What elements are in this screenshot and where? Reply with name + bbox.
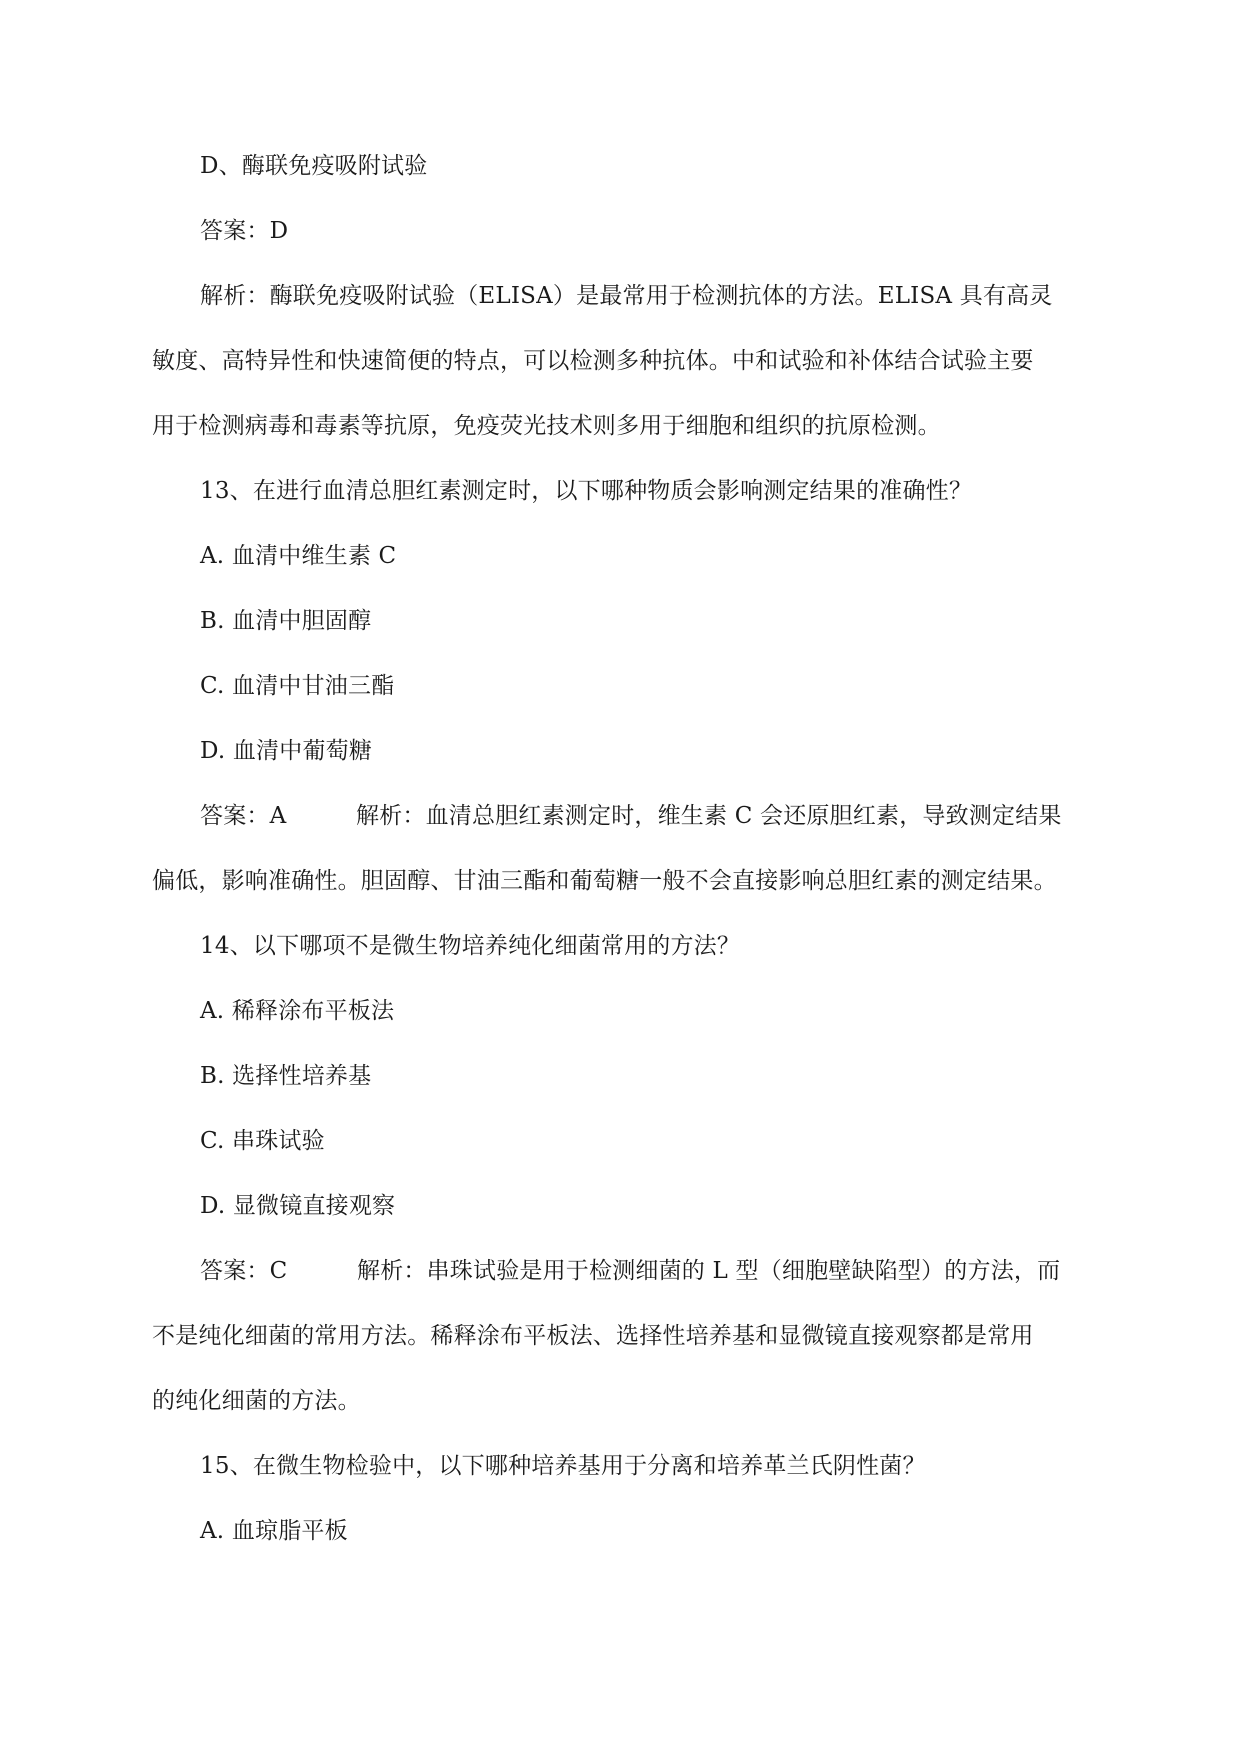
q14-option-a: A. 稀释涂布平板法 bbox=[200, 998, 395, 1024]
q14-answer-analysis-line-1: 答案：C 解析：串珠试验是用于检测细菌的 L 型（细胞壁缺陷型）的方法，而 bbox=[200, 1258, 1061, 1284]
q13-answer-analysis-line-2: 偏低，影响准确性。胆固醇、甘油三酯和葡萄糖一般不会直接影响总胆红素的测定结果。 bbox=[152, 868, 1057, 894]
q13-option-b: B. 血清中胆固醇 bbox=[200, 608, 372, 634]
q12-option-d: D、酶联免疫吸附试验 bbox=[200, 153, 428, 179]
q12-analysis-line-2: 敏度、高特异性和快速简便的特点，可以检测多种抗体。中和试验和补体结合试验主要 bbox=[152, 348, 1034, 374]
q13-option-d: D. 血清中葡萄糖 bbox=[200, 738, 373, 764]
q14-answer-analysis-line-3: 的纯化细菌的方法。 bbox=[152, 1388, 361, 1414]
q15-question: 15、在微生物检验中，以下哪种培养基用于分离和培养革兰氏阴性菌？ bbox=[200, 1453, 926, 1479]
q13-question: 13、在进行血清总胆红素测定时，以下哪种物质会影响测定结果的准确性？ bbox=[200, 478, 973, 504]
q13-answer-analysis-line-1: 答案：A 解析：血清总胆红素测定时，维生素 C 会还原胆红素，导致测定结果 bbox=[200, 803, 1062, 829]
q14-question: 14、以下哪项不是微生物培养纯化细菌常用的方法？ bbox=[200, 933, 741, 959]
q13-option-c: C. 血清中甘油三酯 bbox=[200, 673, 395, 699]
q14-option-d: D. 显微镜直接观察 bbox=[200, 1193, 396, 1219]
q13-option-a: A. 血清中维生素 C bbox=[200, 543, 397, 569]
q12-answer: 答案：D bbox=[200, 218, 289, 244]
q14-answer-analysis-line-2: 不是纯化细菌的常用方法。稀释涂布平板法、选择性培养基和显微镜直接观察都是常用 bbox=[152, 1323, 1034, 1349]
q14-option-c: C. 串珠试验 bbox=[200, 1128, 325, 1154]
q12-analysis-line-1: 解析：酶联免疫吸附试验（ELISA）是最常用于检测抗体的方法。ELISA 具有高灵 bbox=[200, 283, 1053, 309]
q12-analysis-line-3: 用于检测病毒和毒素等抗原，免疫荧光技术则多用于细胞和组织的抗原检测。 bbox=[152, 413, 941, 439]
q15-option-a: A. 血琼脂平板 bbox=[200, 1518, 348, 1544]
q14-option-b: B. 选择性培养基 bbox=[200, 1063, 372, 1089]
